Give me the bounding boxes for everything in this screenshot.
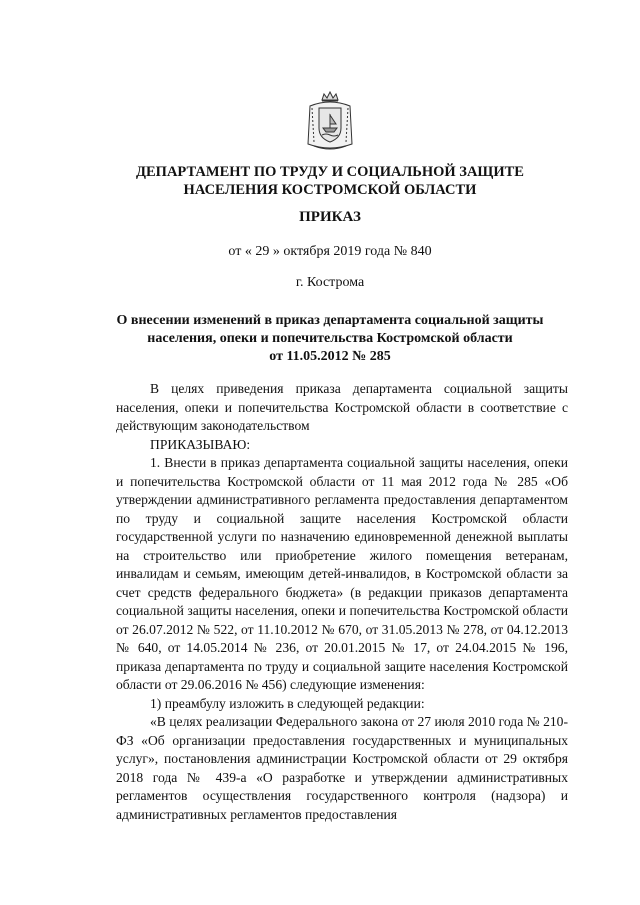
order-subject-line2: населения, опеки и попечительства Костромской области bbox=[147, 331, 513, 346]
department-name bbox=[70, 163, 590, 199]
order-word: ПРИКАЗЫВАЮ: bbox=[150, 436, 251, 452]
item-1-paragraph: 1. Внести в приказ департамента социальной защиты населения, опеки и попечительства Костромской области от 11 мая 2012 года № 285 «Об утверждении административного регламента предоставления департаментом по труду и социальной защите населения Костромской области государственной услуги по назначению единовременной денежной выплаты на строительство или приобретение жилого помещения ветеранам, инвалидам и семьям, имеющим детей-инвалидов, в Костромской области за счет средств федерального бюджета» (в редакции приказов департамента социальной защиты населения, опеки и попечительства Костромской области от 26.07.2012 № 522, от 11.10.2012 № 670, от 31.05.2013 № 278, от 04.12.2013 № 640, от 14.05.2014 № 236, от 20.01.2015 № 17, от 24.04.2015 № 196, приказа департамента по труду и социальной защите населения Костромской области от 29.06.2016 № 456) следующие изменения: bbox=[116, 455, 568, 692]
department-name-line2: НАСЕЛЕНИЯ КОСТРОМСКОЙ ОБЛАСТИ bbox=[183, 182, 477, 198]
order-subject-line3: от 11.05.2012 № 285 bbox=[269, 349, 391, 364]
order-date-number: от « 29 » октября 2019 года № 840 bbox=[228, 244, 432, 259]
order-subject-line1: О внесении изменений в приказ департамента социальной защиты bbox=[116, 313, 544, 328]
order-body bbox=[116, 380, 568, 824]
subitem-1-paragraph: 1) преамбулу изложить в следующей редакции: bbox=[150, 695, 425, 711]
order-subject bbox=[70, 312, 590, 366]
quoted-preamble-paragraph: «В целях реализации Федерального закона от 27 июля 2010 года № 210-ФЗ «Об организации предоставления государственных и муниципальных услуг», постановления администрации Костромской области от 29 октября 2018 года № 439-а «О разработке и утверждении административных регламентов осуществления государственного контроля (надзора) и административных регламентов предоставления bbox=[116, 714, 568, 822]
department-name-line1: ДЕПАРТАМЕНТ ПО ТРУДУ И СОЦИАЛЬНОЙ ЗАЩИТЕ bbox=[136, 164, 524, 180]
document-type-title: ПРИКАЗ bbox=[299, 209, 361, 225]
coat-of-arms-emblem bbox=[302, 88, 358, 154]
preamble-paragraph: В целях приведения приказа департамента социальной защиты населения, опеки и попечительства Костромской области в соответствие с действующим законодательством bbox=[116, 381, 568, 433]
city-name: г. Кострома bbox=[295, 275, 365, 290]
